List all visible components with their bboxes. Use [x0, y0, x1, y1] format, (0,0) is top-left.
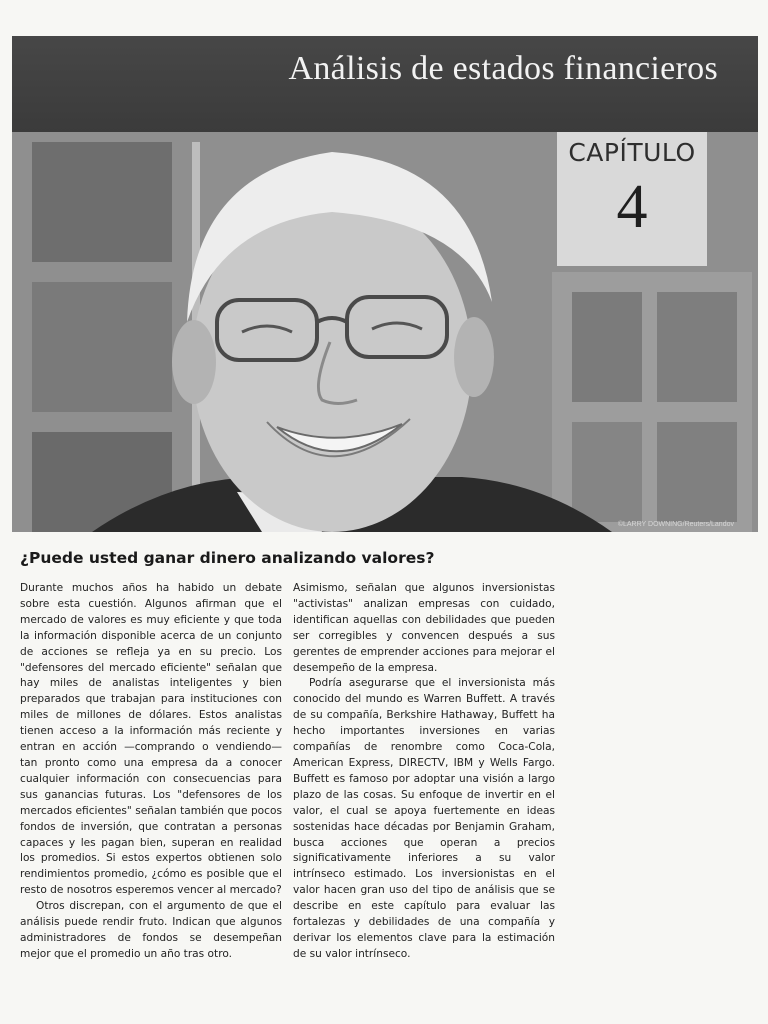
paragraph: Durante muchos años ha habido un debate sobre esta cuestión. Algunos afirman que el mercado de valores es muy eficiente y que toda la información disponible acerca de un conjunto de acciones se refleja ya en su precio. Los "defensores del mercado eficiente" señalan que hay miles de analistas inteligentes y bien preparados que trabajan para instituciones con miles de millones de dólares. Estos analistas tienen acceso a la información más reciente y entran en acción —comprando o vendiendo— tan pronto como una empresa da a conocer cualquier información con consecuencias para sus ganancias futuras. Los "defensores de los mercados eficientes" señalan también que pocos fondos de inversión, que contratan a personas capaces y les pagan bien, superan en realidad los promedios. Si estos expertos obtienen solo rendimientos promedio, ¿cómo es posible que el resto de nosotros esperemos vencer al mercado? [20, 582, 282, 897]
chapter-label: CAPÍTULO [568, 138, 696, 167]
right-column [293, 581, 555, 963]
chapter-box [557, 132, 707, 266]
left-column [20, 581, 282, 963]
chapter-number: 4 [616, 173, 648, 241]
photo-credit: ©LARRY DOWNING/Reuters/Landov [617, 521, 734, 528]
chapter-title: Análisis de estados financieros [288, 50, 718, 87]
paragraph: Asimismo, señalan que algunos inversionistas "activistas" analizan empresas con cuidado, identifican aquellas con debilidades que pueden ser corregibles y convencen después a sus gerentes de emprender acciones para mejorar el desempeño de la empresa. [293, 582, 555, 674]
paragraph: Otros discrepan, con el argumento de que el análisis puede rendir fruto. Indican que algunos administradores de fondos se desempeñan mejor que el promedio un año tras otro. [20, 900, 282, 960]
paragraph: Podría asegurarse que el inversionista más conocido del mundo es Warren Buffett. A través de su compañía, Berkshire Hathaway, Buffett ha hecho importantes inversiones en varias compañías de renombre como Coca-Cola, American Express, DIRECTV, IBM y Wells Fargo. Buffett es famoso por adoptar una visión a largo plazo de las cosas. Su enfoque de invertir en el valor, el cual se apoya fuertemente en ideas sostenidas hace décadas por Benjamin Graham, busca acciones que operan a precios significativamente inferiores a su valor intrínseco estimado. Los inversionistas en el valor hacen gran uso del tipo de análisis que se describe en este capítulo para evaluar las fortalezas y debilidades de una compañía y derivar los elementos clave para la estimación de su valor intrínseco. [293, 677, 555, 960]
section-heading: ¿Puede usted ganar dinero analizando valores? [20, 549, 435, 567]
